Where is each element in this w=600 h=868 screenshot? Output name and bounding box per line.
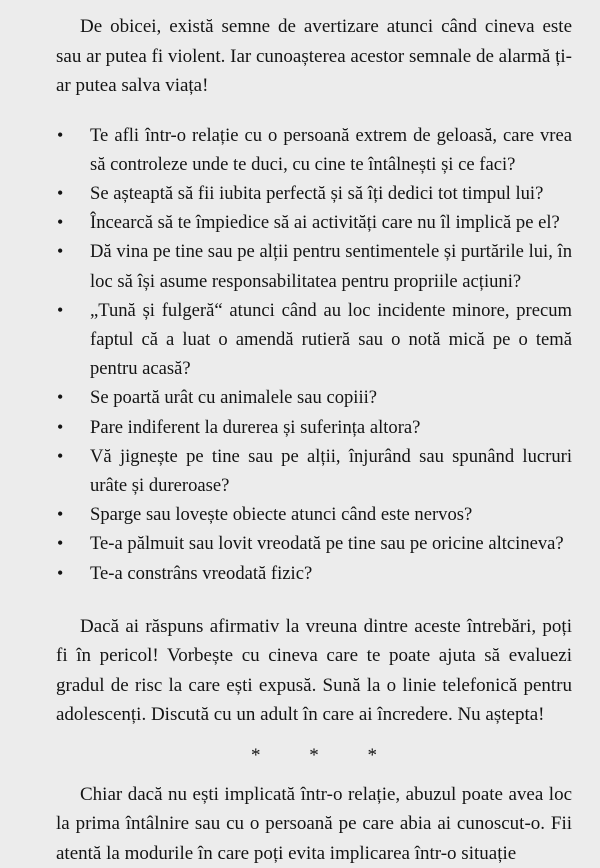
bullet-text: Se poartă urât cu animalele sau copiii?	[90, 387, 378, 409]
bullet-text: Se așteaptă să fii iubita perfectă și să îți dedici tot timpul lui?	[90, 182, 544, 204]
bullet-item	[56, 296, 572, 384]
bullet-item	[56, 413, 572, 442]
intro-paragraph: De obicei, există semne de avertizare atunci când cineva este sau ar putea fi violent. Iar cunoașterea acestor semnale de alarmă ți-ar putea salva viața!	[56, 16, 572, 96]
bullet-item	[56, 383, 572, 412]
bullet-icon: •	[57, 562, 64, 583]
bullet-item	[56, 237, 572, 295]
bullet-icon: •	[57, 212, 64, 233]
bullet-item	[56, 559, 572, 588]
bullet-text: Dă vina pe tine sau pe alții pentru sentimentele și purtările lui, în loc să își asume responsabilitatea pentru propriile acțiuni?	[90, 241, 572, 292]
bullet-text: Vă jignește pe tine sau pe alții, înjurând sau spunând lucruri urâte și dureroase?	[90, 445, 572, 496]
bullet-icon: •	[57, 124, 64, 145]
bullet-item	[56, 179, 572, 208]
bullet-text: Sparge sau lovește obiecte atunci când este nervos?	[90, 504, 473, 526]
bullet-icon: •	[57, 299, 64, 320]
bullet-text: Încearcă să te împiedice să ai activități care nu îl implică pe el?	[90, 212, 560, 234]
warning-signs-list	[56, 121, 572, 588]
bullet-item	[56, 442, 572, 500]
final-paragraph: Chiar dacă nu ești implicată într-o relație, abuzul poate avea loc la prima întâlnire sau cu o persoană pe care abia ai cunoscut-o. Fii atentă la modurile în care poți evita implicarea într-o situație	[56, 783, 572, 864]
conclusion-paragraph: Dacă ai răspuns afirmativ la vreuna dintre aceste întrebări, poți fi în pericol! Vorbește cu cineva care te poate ajuta să evaluezi gradul de risc la care ești expusă. Sună la o linie telefonică pentru adolescenți. Discută cu un adult în care ai încredere. Nu aștepta!	[56, 615, 572, 726]
bullet-text: Te-a constrâns vreodată fizic?	[90, 562, 313, 584]
bullet-icon: •	[57, 533, 64, 554]
bullet-icon: •	[57, 241, 64, 262]
bullet-text: Te afli într-o relație cu o persoană extrem de geloasă, care vrea să controleze unde te duci, cu cine te întâlnești și ce faci?	[90, 124, 572, 175]
bullet-icon: •	[57, 387, 64, 408]
bullet-icon: •	[57, 182, 64, 203]
bullet-text: Pare indiferent la durerea și suferința altora?	[90, 416, 421, 438]
bullet-icon: •	[57, 416, 64, 437]
bullet-icon: •	[57, 504, 64, 525]
bullet-item	[56, 500, 572, 529]
bullet-text: „Tună și fulgeră“ atunci când au loc incidente minore, precum faptul că a luat o amendă rutieră sau o notă mică pe o temă pentru acasă?	[90, 299, 572, 380]
bullet-icon: •	[57, 445, 64, 466]
section-separator: * * *	[251, 744, 399, 766]
bullet-text: Te-a pălmuit sau lovit vreodată pe tine sau pe oricine altcineva?	[90, 533, 564, 555]
bullet-item	[56, 121, 572, 179]
bullet-item	[56, 208, 572, 237]
bullet-item	[56, 529, 572, 558]
